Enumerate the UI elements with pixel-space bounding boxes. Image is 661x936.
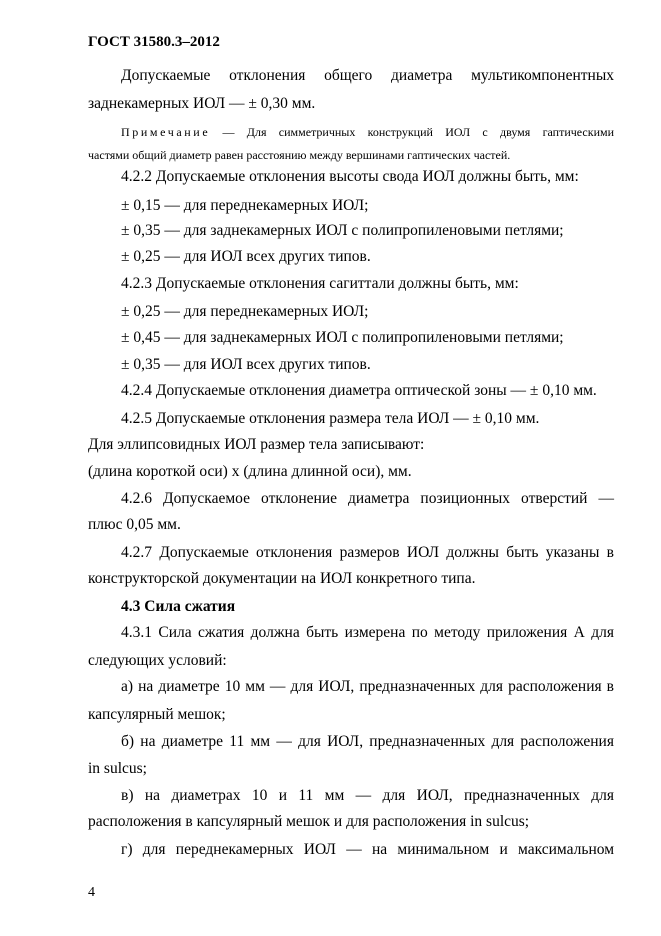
note-label: Примечание: [121, 125, 211, 139]
list-item: ± 0,25 — для ИОЛ всех других типов.: [121, 248, 371, 265]
list-item: ± 0,35 — для ИОЛ всех других типов.: [121, 356, 371, 373]
section-4-2-7: 4.2.7 Допускаемые отклонения размеров ИОЛ должны быть указаны в: [121, 544, 614, 561]
paragraph-line: следующих условий:: [88, 652, 227, 669]
list-item: ± 0,35 — для заднекамерных ИОЛ с полипропиленовыми петлями;: [121, 222, 564, 239]
section-4-2-5-title: 4.2.5 Допускаемые отклонения размера тела ИОЛ — ± 0,10 мм.: [121, 410, 540, 427]
page-number: 4: [88, 885, 95, 900]
note-line: [121, 122, 614, 142]
section-4-2-6: 4.2.6 Допускаемое отклонение диаметра позиционных отверстий —: [121, 490, 614, 507]
note-text: — Для симметричных конструкций ИОЛ с двумя гаптическими: [210, 125, 614, 139]
section-4-2-3-title: 4.2.3 Допускаемые отклонения сагиттали должны быть, мм:: [121, 275, 519, 292]
paragraph-line: in sulcus;: [88, 760, 147, 777]
list-item: ± 0,15 — для переднекамерных ИОЛ;: [121, 197, 369, 214]
paragraph-line: капсулярный мешок;: [88, 706, 226, 723]
list-item-d: г) для переднекамерных ИОЛ — на минимальном и максимальном: [121, 841, 614, 858]
paragraph-line: заднекамерных ИОЛ — ± 0,30 мм.: [88, 95, 316, 112]
paragraph-line: Для эллипсовидных ИОЛ размер тела записывают:: [88, 436, 425, 453]
list-item: ± 0,45 — для заднекамерных ИОЛ с полипропиленовыми петлями;: [121, 329, 564, 346]
section-4-2-2-title: 4.2.2 Допускаемые отклонения высоты свода ИОЛ должны быть, мм:: [121, 168, 579, 185]
list-item-b: б) на диаметре 11 мм — для ИОЛ, предназначенных для расположения: [121, 733, 614, 750]
list-item-c: в) на диаметрах 10 и 11 мм — для ИОЛ, предназначенных для: [121, 787, 614, 804]
paragraph-line: расположения в капсулярный мешок и для расположения in sulcus;: [88, 813, 530, 830]
paragraph-line: конструкторской документации на ИОЛ конкретного типа.: [88, 570, 476, 587]
paragraph-line: Допускаемые отклонения общего диаметра мультикомпонентных: [121, 67, 614, 84]
note-line: частями общий диаметр равен расстоянию между вершинами гаптических частей.: [88, 148, 511, 162]
paragraph-line: (длина короткой оси) x (длина длинной оси), мм.: [88, 463, 412, 480]
list-item-a: а) на диаметре 10 мм — для ИОЛ, предназначенных для расположения в: [121, 678, 614, 695]
section-4-3-heading: 4.3 Сила сжатия: [121, 598, 236, 615]
paragraph-line: плюс 0,05 мм.: [88, 516, 181, 533]
section-4-3-1: 4.3.1 Сила сжатия должна быть измерена по методу приложения А для: [121, 624, 614, 641]
section-4-2-4: 4.2.4 Допускаемые отклонения диаметра оптической зоны — ± 0,10 мм.: [121, 382, 597, 399]
standard-header: ГОСТ 31580.3–2012: [88, 34, 220, 50]
list-item: ± 0,25 — для переднекамерных ИОЛ;: [121, 303, 369, 320]
